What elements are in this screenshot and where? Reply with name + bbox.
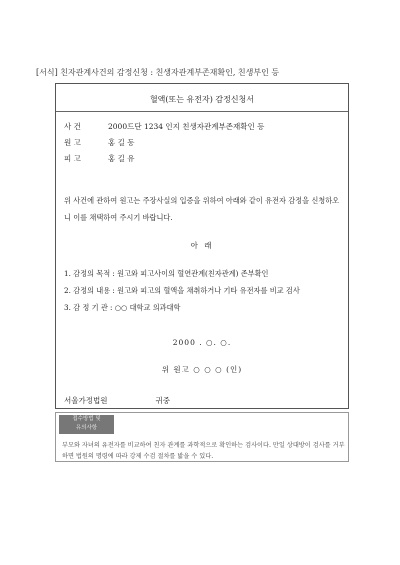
addressee-court — [64, 395, 170, 406]
guidance-box — [55, 412, 349, 462]
title-divider — [56, 111, 348, 112]
list-item: 1. 감정의 목적 : 원고와 피고사이의 혈연관계(친자관계) 존부확인 — [64, 269, 269, 278]
guidance-text: 부모와 자녀의 유전자를 비교하여 친자 관계를 과학적으로 확인하는 검사이다. 만일 상대방이 검사를 거부하면 법원의 명령에 따라 강제 수검 절차를 밟을 수 있다. — [62, 442, 345, 460]
request-paragraph: 위 사건에 관하여 원고는 주장사실의 입증을 위하여 아래와 같이 유전자 감정을 신청하오니 이를 채택하여 주시기 바랍니다. — [64, 196, 340, 222]
party-label: 원 고 — [64, 138, 81, 147]
court-name: 서울가정법원 — [64, 396, 108, 405]
filing-date: 2000 . ○. ○. — [172, 338, 232, 347]
list-item: 3. 감 정 기 관 : ○○ 대학교 의과대학 — [64, 303, 181, 312]
party-label: 사 건 — [64, 122, 81, 131]
court-suffix: 귀중 — [155, 396, 170, 405]
party-row-defendant — [64, 153, 135, 164]
application-form — [55, 83, 349, 409]
signer-line: 위 원고 ○ ○ ○ (인) — [161, 365, 243, 374]
party-row-case — [64, 121, 264, 132]
party-row-plaintiff — [64, 137, 135, 148]
form-category-header: [서식] 친자관계사건의 감정신청 : 친생자관계부존재확인, 친생부인 등 — [36, 68, 280, 77]
guidance-label — [59, 415, 114, 434]
guidance-label-line: 유의사항 — [75, 425, 98, 431]
party-value: 홍 길 유 — [108, 154, 135, 163]
list-item: 2. 감정의 내용 : 원고와 피고의 혈액을 채취하거나 기타 유전자를 비교 검사 — [64, 286, 300, 295]
form-title: 혈액(또는 유전자) 감정신청서 — [149, 95, 255, 104]
section-heading: 아 래 — [190, 241, 214, 250]
guidance-label-line: 접수방법 및 — [72, 416, 101, 422]
party-value: 홍 길 동 — [108, 138, 135, 147]
party-label: 피 고 — [64, 154, 81, 163]
party-value: 2000드단 1234 인지 친생자관계부존재확인 등 — [108, 122, 265, 131]
